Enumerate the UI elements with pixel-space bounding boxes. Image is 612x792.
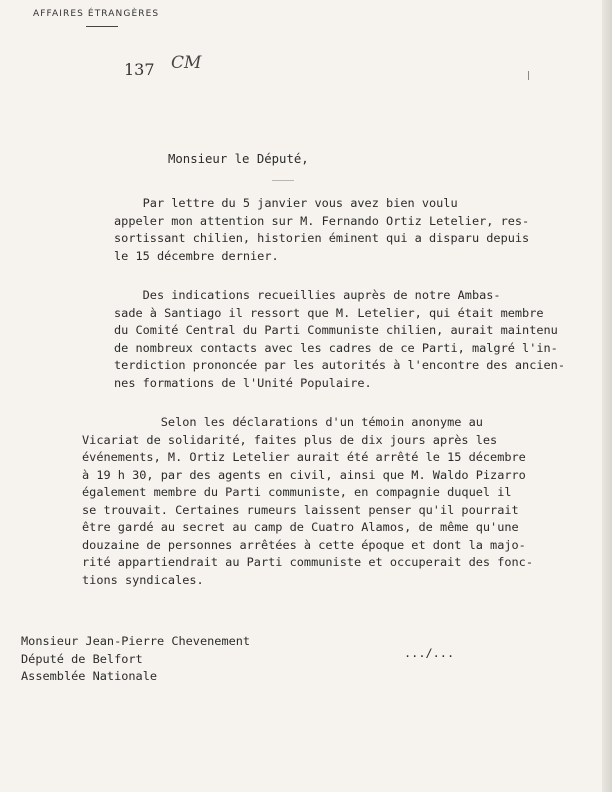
reference-number: 137 — [124, 60, 155, 79]
paragraph-line: de nombreux contacts avec les cadres de ce Parti, malgré l'in- — [114, 340, 558, 355]
page-edge — [602, 0, 612, 792]
ministry-header: AFFAIRES ÉTRANGÈRES — [33, 9, 160, 19]
stray-mark — [272, 180, 294, 181]
paragraph-line: événements, M. Ortiz Letelier aurait été arrêté le 15 décembre — [82, 450, 526, 464]
paragraph-2 — [114, 287, 565, 392]
paragraph-line: Vicariat de solidarité, faites plus de dix jours après les — [82, 432, 498, 447]
paragraph-line: rité appartiendrait au Parti communiste et occuperait des fonc- — [82, 555, 534, 569]
paragraph-line: tions syndicales. — [82, 572, 204, 587]
addressee-name: Monsieur Jean-Pierre Chevenement — [21, 634, 251, 648]
paragraph-line: douzaine de personnes arrêtées à cette époque et dont la majo- — [82, 537, 526, 552]
paragraph-line: nes formations de l'Unité Populaire. — [114, 375, 372, 390]
salutation: Monsieur le Député, — [168, 152, 309, 166]
paragraph-line: sortissant chilien, historien éminent qui a disparu depuis — [114, 231, 530, 245]
continuation-mark: .../... — [404, 646, 455, 660]
addressee-block — [21, 633, 250, 686]
paragraph-line: appeler mon attention sur M. Fernando Ortiz Letelier, res- — [114, 213, 530, 228]
paragraph-line: à 19 h 30, par des agents en civil, ainsi que M. Waldo Pizarro — [82, 467, 526, 482]
paragraph-line: Des indications recueillies auprès de notre Ambas- — [114, 288, 501, 302]
margin-mark — [528, 71, 529, 80]
paragraph-line: sade à Santiago il ressort que M. Letelier, qui était membre — [114, 305, 544, 320]
addressee-institution: Assemblée Nationale — [21, 669, 158, 683]
paragraph-line: se trouvait. Certaines rumeurs laissent penser qu'il pourrait — [82, 502, 519, 517]
paragraph-line: également membre du Parti communiste, en compagnie duquel il — [82, 485, 512, 499]
paragraph-line: terdiction prononcée par les autorités à l'encontre des ancien- — [114, 358, 566, 372]
paragraph-line: Par lettre du 5 janvier vous avez bien voulu — [114, 196, 458, 210]
reference-initials: CM — [171, 53, 202, 73]
paragraph-line: Selon les déclarations d'un témoin anonyme au — [82, 415, 483, 429]
paragraph-line: le 15 décembre dernier. — [114, 248, 279, 263]
paragraph-3 — [82, 414, 533, 589]
paragraph-1 — [114, 195, 529, 265]
paragraph-line: être gardé au secret au camp de Cuatro Alamos, de même qu'une — [82, 520, 519, 534]
addressee-title: Député de Belfort — [21, 651, 143, 666]
header-divider — [86, 26, 118, 27]
paragraph-line: du Comité Central du Parti Communiste chilien, aurait maintenu — [114, 323, 558, 337]
